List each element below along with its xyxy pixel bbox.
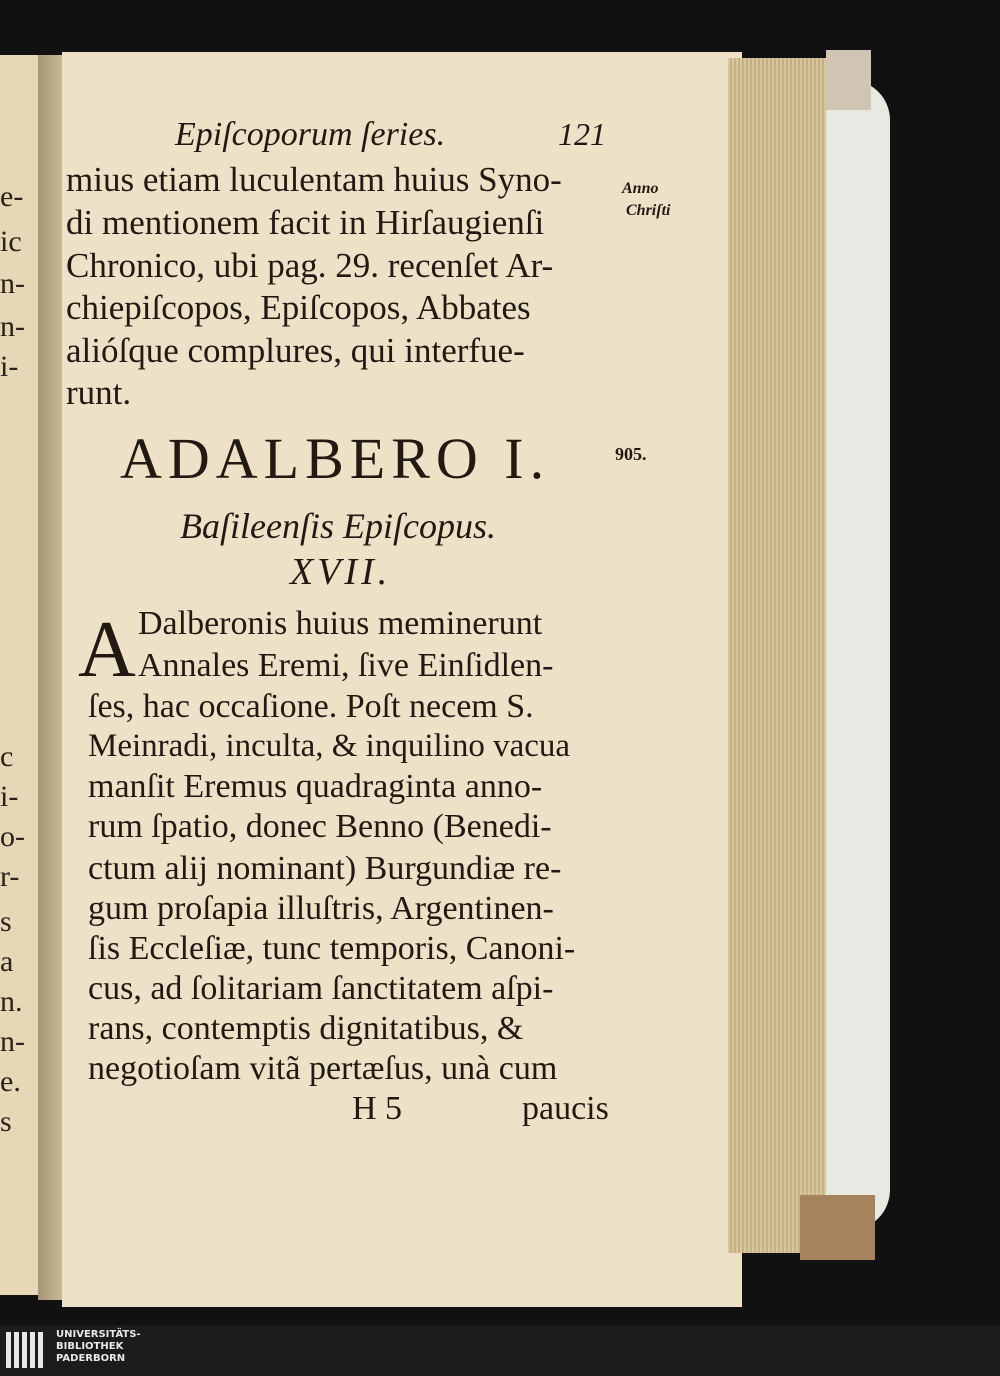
text-line: mius etiam luculentam huius Syno- <box>66 160 562 199</box>
text-line: manſit Eremus quadraginta anno- <box>88 768 543 805</box>
paper-flap <box>826 80 890 1230</box>
library-name-line: BIBLIOTHEK <box>56 1341 124 1352</box>
page-edges <box>728 58 830 1253</box>
text-line: ctum alij nominant) Burgundiæ re- <box>88 850 562 887</box>
text-line: negotioſam vitã pertæſus, unà cum <box>88 1050 558 1087</box>
text-line: rans, contemptis dignitatibus, & <box>88 1010 524 1047</box>
left-text-fragment: n- <box>0 310 25 343</box>
page-number: 121 <box>558 116 606 152</box>
left-text-fragment: s <box>0 1105 12 1138</box>
text-line: di mentionem facit in Hirſaugienſi <box>66 203 545 242</box>
library-name <box>56 1329 141 1365</box>
left-page-fragment <box>0 55 42 1295</box>
left-text-fragment: ic <box>0 225 22 258</box>
left-text-fragment: c <box>0 740 14 773</box>
margin-year: 905. <box>615 444 647 464</box>
left-text-fragment: n- <box>0 267 25 300</box>
left-text-fragment: a <box>0 945 14 978</box>
cover-corner-bottom <box>800 1195 875 1260</box>
drop-cap: A <box>78 606 136 694</box>
text-line: runt. <box>66 373 132 412</box>
text-line: alióſque complures, qui interfue- <box>66 331 525 370</box>
text-line: ſes, hac occaſione. Poſt necem S. <box>88 688 534 725</box>
left-text-fragment: e. <box>0 1065 21 1098</box>
left-text-fragment: n- <box>0 1025 25 1058</box>
section-number: XVII. <box>290 551 392 593</box>
text-line: gum proſapia illuſtris, Argentinen- <box>88 890 554 927</box>
left-text-fragment: r- <box>0 860 20 893</box>
library-name-line: UNIVERSITÄTS- <box>56 1329 141 1340</box>
text-line: Annales Eremi, ſive Einſidlen- <box>138 647 554 684</box>
signature-mark: H 5 <box>352 1090 403 1127</box>
text-line: rum ſpatio, donec Benno (Benedi- <box>88 808 552 845</box>
text-line: Dalberonis huius meminerunt <box>138 605 543 642</box>
catchword: paucis <box>522 1090 609 1127</box>
section-title: ADALBERO I. <box>120 426 551 491</box>
left-text-fragment: o- <box>0 820 25 853</box>
cover-corner-top <box>826 50 871 110</box>
running-title: Epiſcoporum ſeries. <box>175 116 446 153</box>
left-text-fragment: n. <box>0 985 23 1018</box>
text-line: chiepiſcopos, Epiſcopos, Abbates <box>66 288 531 327</box>
text-line: cus, ad ſolitariam ſanctitatem aſpi- <box>88 970 554 1007</box>
left-text-fragment: s <box>0 905 12 938</box>
margin-note-christi: Chriſti <box>626 202 671 219</box>
text-line: Meinradi, inculta, & inquilino vacua <box>88 728 571 764</box>
library-footer <box>0 1325 1000 1376</box>
library-name-line: PADERBORN <box>56 1353 126 1364</box>
text-line: Chronico, ubi pag. 29. recenſet Ar- <box>66 246 554 285</box>
left-text-fragment: e- <box>0 180 24 213</box>
left-text-fragment: i- <box>0 350 19 383</box>
section-subtitle: Baſileenſis Epiſcopus. <box>180 506 496 546</box>
library-logo-icon <box>6 1332 46 1372</box>
left-text-fragment: i- <box>0 780 19 813</box>
text-line: ſis Eccleſiæ, tunc temporis, Canoni- <box>88 930 576 967</box>
margin-note-anno: Anno <box>622 180 659 197</box>
